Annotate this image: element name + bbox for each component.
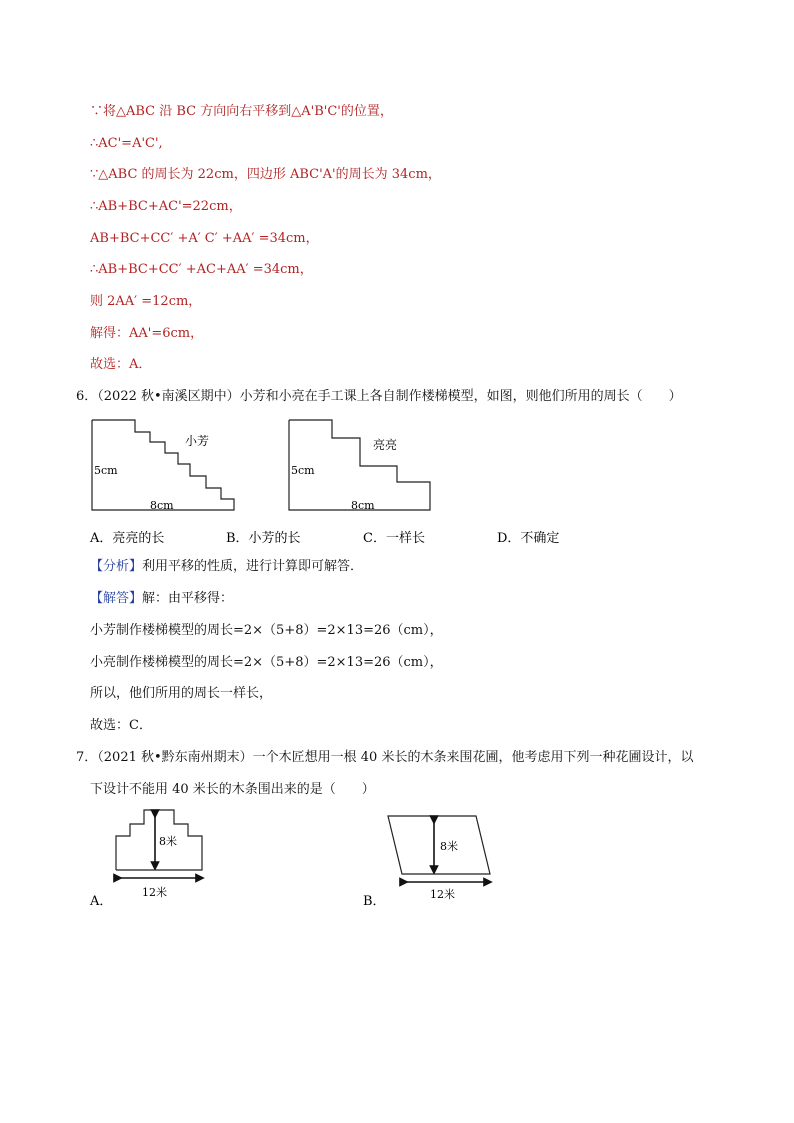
figure-b-width: 12米 — [430, 888, 455, 901]
answer-line-4: 所以，他们所用的周长一样长， — [90, 686, 273, 701]
solution-line-3: ∵△ABC 的周长为 22cm，四边形 ABC'A'的周长为 34cm， — [90, 167, 441, 182]
option-d: D．不确定 — [497, 531, 560, 546]
answer-line-2: 小芳制作楼梯模型的周长=2×（5+8）=2×13=26（cm）， — [90, 623, 443, 638]
answer-line-5: 故选：C． — [90, 718, 152, 733]
figure-label-liangliang: 亮亮 — [373, 438, 398, 452]
option-b: B．小芳的长 — [226, 531, 301, 546]
solution-line-2: ∴AC'=A'C', — [90, 136, 163, 151]
solution-line-7: 则 2AA′ =12cm， — [90, 294, 202, 309]
solution-line-5: AB+BC+CC′ +A′ C′ +AA′ =34cm， — [90, 231, 319, 246]
answer-line-3: 小亮制作楼梯模型的周长=2×（5+8）=2×13=26（cm）， — [90, 655, 443, 670]
analysis-text: 利用平移的性质，进行计算即可解答． — [142, 559, 364, 574]
option-b-q7: B． — [363, 894, 386, 909]
staircase-figure-liangliang — [287, 418, 437, 518]
figure-bottom-length: 8cm — [150, 499, 174, 512]
figure-label-xiaofang: 小芳 — [185, 434, 210, 448]
option-c: C．一样长 — [363, 531, 425, 546]
question-7-stem-line-1: 7．（2021 秋•黔东南州期末）一个木匠想用一根 40 米长的木条来围花圃，他考虑用下列一种花圃设计，以 — [76, 750, 694, 765]
solution-line-9: 故选：A． — [90, 357, 152, 372]
garden-figure-a — [110, 808, 220, 904]
question-7-stem-line-2: 下设计不能用 40 米长的木条围出来的是（ ） — [90, 782, 375, 797]
solution-line-8: 解得：AA'=6cm， — [90, 326, 204, 341]
figure-a-height: 8米 — [159, 835, 177, 848]
figure-side-length: 5cm — [291, 464, 315, 477]
solution-line-4: ∴AB+BC+AC'=22cm， — [90, 199, 242, 214]
figure-a-width: 12米 — [142, 886, 167, 899]
question-6-stem: 6．（2022 秋•南溪区期中）小芳和小亮在手工课上各自制作楼梯模型，如图，则他们所用的周长（ ） — [76, 389, 682, 404]
figure-side-length: 5cm — [94, 464, 118, 477]
solution-line-6: ∴AB+BC+CC′ +AC+AA′ =34cm， — [90, 262, 313, 277]
analysis-line — [90, 559, 363, 575]
solution-line-1: ∵将△ABC 沿 BC 方向向右平移到△A'B'C'的位置， — [90, 104, 393, 119]
analysis-tag: 【分析】 — [90, 559, 143, 574]
answer-tag: 【解答】 — [90, 591, 143, 606]
garden-figure-b — [384, 812, 494, 902]
figure-bottom-length: 8cm — [351, 499, 375, 512]
option-a-q7: A． — [90, 894, 113, 909]
answer-text-1: 解：由平移得： — [142, 591, 234, 606]
option-a: A．亮亮的长 — [90, 531, 165, 546]
answer-line-1 — [90, 591, 233, 607]
staircase-figure-xiaofang — [90, 418, 240, 518]
figure-b-height: 8米 — [440, 840, 458, 853]
